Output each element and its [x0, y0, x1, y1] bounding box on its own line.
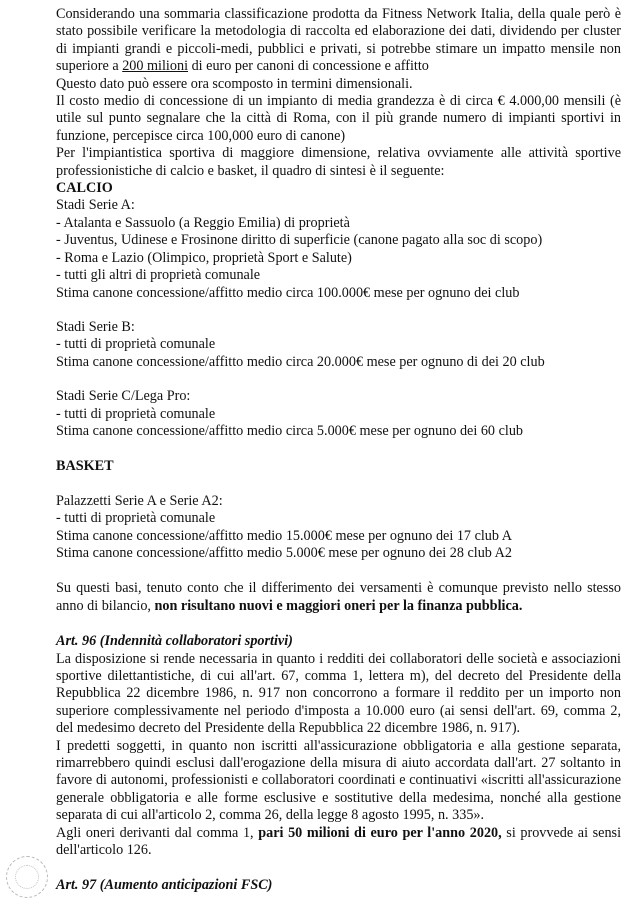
impact-amount: 200 milioni — [122, 58, 189, 75]
serie-c-estimate: Stima canone concessione/affitto medio circa 5.000€ mese per ognuno dei 60 club — [56, 422, 524, 439]
art96-paragraph-3: Agli oneri derivanti dal comma 1, pari 50 milioni di euro per l'anno 2020, si provvede ai sensi dell'articolo 126. — [56, 824, 622, 859]
serie-a-estimate: Stima canone concessione/affitto medio circa 100.000€ mese per ognuno dei club — [56, 284, 520, 301]
list-item: - tutti di proprietà comunale — [56, 405, 216, 422]
basket-estimate-a2: Stima canone concessione/affitto medio 5.000€ mese per ognuno dei 28 club A2 — [56, 544, 513, 561]
basket-title: Palazzetti Serie A e Serie A2: — [56, 492, 223, 509]
calcio-heading: CALCIO — [56, 180, 113, 197]
list-item: - tutti di proprietà comunale — [56, 510, 216, 527]
serie-a-title: Stadi Serie A: — [56, 197, 135, 214]
basket-estimate-a: Stima canone concessione/affitto medio 15.000€ mese per ognuno dei 17 club A — [56, 527, 513, 544]
list-item: - tutti di proprietà comunale — [56, 336, 216, 353]
list-item: - tutti gli altri di proprietà comunale — [56, 267, 261, 284]
list-item: - Atalanta e Sassuolo (a Reggio Emilia) di proprietà — [56, 214, 350, 231]
art96-paragraph-1: La disposizione si rende necessaria in quanto i redditi dei collaboratori delle società e associazioni sportive dilettantistiche, di cui all'art. 67, comma 1, lettera m), del decreto del Presidente della Repubblica 22 dicembre 1986, n. 917 non concorrono a formare il reddito per un importo non superiore complessivamente nel periodo d'imposta a 10.000 euro (ai sensi dell'art. 69, comma 2, del medesimo decreto del Presidente della Repubblica 22 dicembre 1986, n. 917). — [56, 650, 621, 737]
serie-b-estimate: Stima canone concessione/affitto medio circa 20.000€ mese per ognuno di dei 20 club — [56, 353, 545, 370]
art96-amount: pari 50 milioni di euro per l'anno 2020, — [258, 824, 502, 841]
list-item: - Juventus, Udinese e Frosinone diritto di superficie (canone pagato alla soc di scopo) — [56, 232, 543, 249]
intro-paragraph-4: Per l'impiantistica sportiva di maggiore dimensione, relativa ovviamente alle attività sportive professionistiche di calcio e basket, il quadro di sintesi è il seguente: — [56, 145, 621, 179]
stamp-seal-icon — [6, 856, 48, 898]
conclusion-paragraph: Su questi basi, tenuto conto che il differimento dei versamenti è comunque previsto nello stesso anno di bilancio, non risultano nuovi e maggiori oneri per la finanza pubblica. — [56, 580, 621, 614]
intro-paragraph-2: Questo dato può essere ora scomposto in termini dimensionali. — [56, 75, 413, 92]
art96-heading: Art. 96 (Indennità collaboratori sportivi) — [56, 633, 293, 650]
art96-paragraph-2: I predetti soggetti, in quanto non iscritti all'assicurazione obbligatoria e alla gestione separata, rimarrebbero quindi esclusi dall'erogazione della misura di aiuto accordata dall'art. 27 soltanto in favore di autonomi, professionisti e collaboratori coordinati e continuativi «iscritti all'assicurazione generale obbligatoria e alle forme esclusive e sostitutive della medesima, nonché alla gestione separata di cui all'articolo 2, comma 26, della legge 8 agosto 1995, n. 335». — [56, 737, 621, 824]
intro-paragraph: Considerando una sommaria classificazione prodotta da Fitness Network Italia, della quale però è stato possibile verificare la metodologia di raccolta ed elaborazione dei dati, dividendo per cluster di impianti grandi e piccoli-medi, pubblici e privati, si potrebbe stimare un impatto mensile non superiore a 200 milioni di euro per canoni di concessione e affitto — [56, 6, 621, 75]
basket-heading: BASKET — [56, 458, 114, 475]
intro-paragraph-3: Il costo medio di concessione di un impianto di media grandezza è di circa € 4.000,00 mensili (è utile sul punto segnalare che la città di Roma, con il più grande numero di impianti sportivi in funzione, percepisce circa 100,000 euro di canone) — [56, 93, 621, 144]
document-page — [56, 6, 621, 895]
list-item: - Roma e Lazio (Olimpico, proprietà Sport e Salute) — [56, 249, 352, 266]
serie-b-title: Stadi Serie B: — [56, 318, 135, 335]
serie-c-title: Stadi Serie C/Lega Pro: — [56, 388, 191, 405]
art97-heading: Art. 97 (Aumento anticipazioni FSC) — [56, 877, 273, 894]
conclusion-bold: non risultano nuovi e maggiori oneri per la finanza pubblica. — [154, 597, 523, 614]
